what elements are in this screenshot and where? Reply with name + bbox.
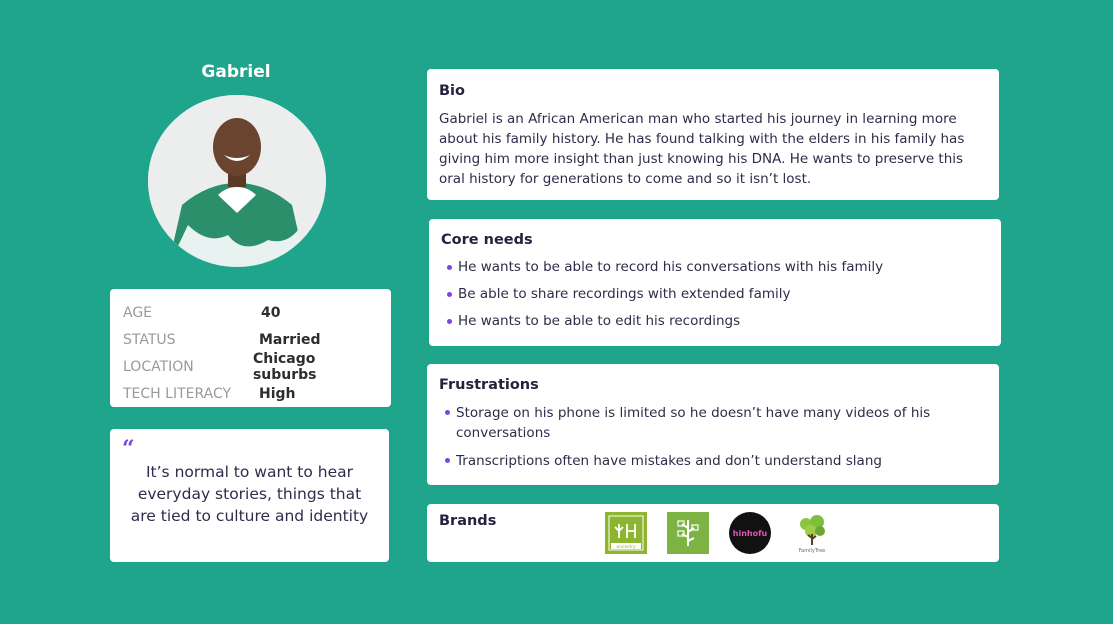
core-needs-card xyxy=(429,219,1001,346)
stat-row-age xyxy=(123,299,378,326)
hinhofu-logo xyxy=(729,512,771,554)
ancestry-logo-text: ancestry xyxy=(616,544,636,550)
frustrations-list xyxy=(439,403,987,471)
frustrations-card xyxy=(427,364,999,485)
stat-row-location xyxy=(123,350,378,383)
demographics-card xyxy=(110,289,391,407)
familytree-logo xyxy=(791,512,833,554)
stat-row-status xyxy=(123,326,378,353)
stat-label: AGE xyxy=(123,304,153,321)
list-item: Storage on his phone is limited so he doesn’t have many videos of his conversations xyxy=(439,403,987,443)
stat-label: TECH LITERACY xyxy=(123,385,232,402)
quote-card xyxy=(110,429,389,562)
core-needs-list xyxy=(441,258,989,331)
core-needs-title: Core needs xyxy=(441,232,533,248)
brands-card xyxy=(427,504,999,562)
persona-name: Gabriel xyxy=(201,62,271,82)
persona-avatar xyxy=(148,95,326,267)
quote-mark-icon: “ xyxy=(122,436,135,462)
bio-title: Bio xyxy=(439,83,465,99)
family-tree-app-logo xyxy=(667,512,709,554)
stat-value: Married xyxy=(259,331,321,348)
ancestry-logo xyxy=(605,512,647,554)
list-item: Transcriptions often have mistakes and don’t understand slang xyxy=(439,451,987,471)
list-item: He wants to be able to record his conversations with his family xyxy=(441,258,989,277)
familytree-logo-text: FamilyTree xyxy=(798,548,826,554)
stat-value: 40 xyxy=(261,304,281,321)
brands-title: Brands xyxy=(439,513,497,529)
stat-value: Chicago suburbs xyxy=(252,350,317,383)
list-item: He wants to be able to edit his recordings xyxy=(441,312,989,331)
quote-text: It’s normal to want to hear everyday stories, things that are tied to culture and identity xyxy=(130,463,369,525)
stat-value: High xyxy=(259,385,296,402)
avatar-illustration xyxy=(148,95,326,267)
list-item: Be able to share recordings with extended family xyxy=(441,285,989,304)
stat-row-tech-literacy xyxy=(123,380,378,407)
hinhofu-logo-text: hinhofu xyxy=(732,529,768,538)
stat-label: LOCATION xyxy=(123,358,194,375)
frustrations-title: Frustrations xyxy=(439,377,539,393)
stat-label: STATUS xyxy=(123,331,176,348)
bio-text: Gabriel is an African American man who started his journey in learning more about his family history. He has found talking with the elders in his family has giving him more insight than just knowing his DNA. He wants to preserve this oral history for generations to come and so it isn’t lost. xyxy=(439,111,965,187)
bio-card xyxy=(427,69,999,200)
